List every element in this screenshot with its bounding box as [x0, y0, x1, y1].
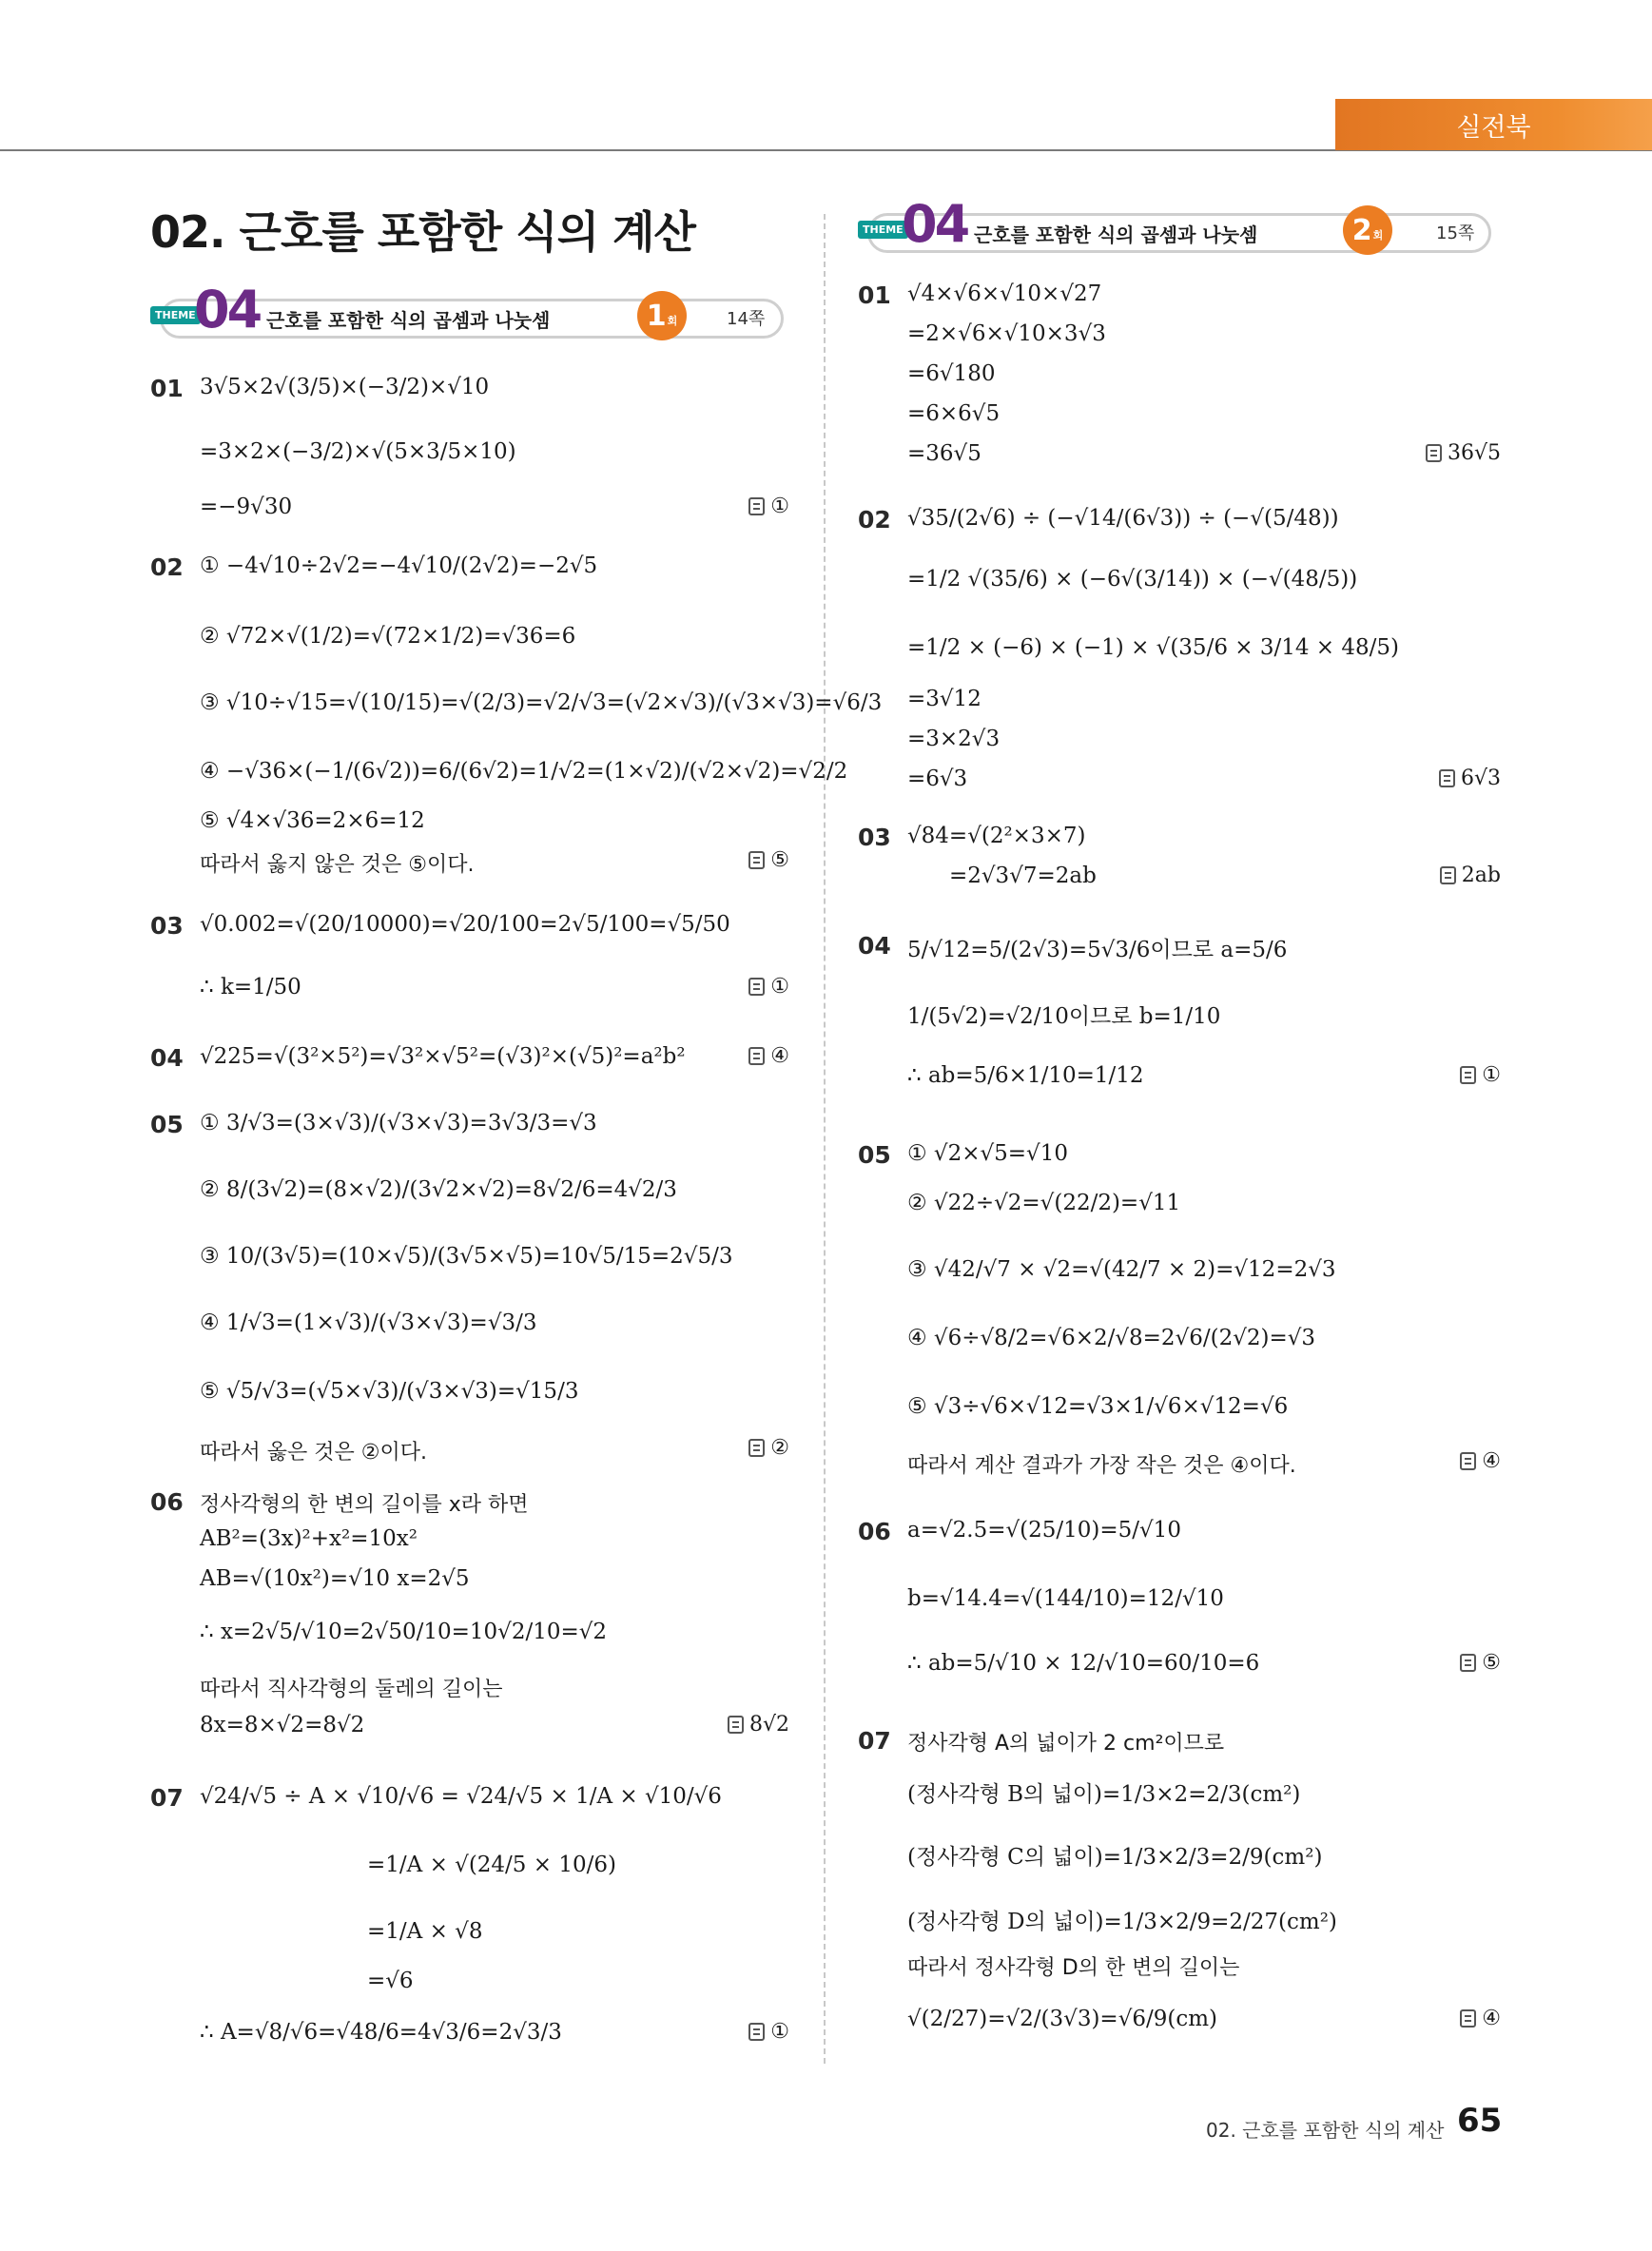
solution-line: √(2/27)=√2/(3√3)=√6/9(cm)	[907, 2007, 1218, 2031]
solution-line: =1/2 √(35/6) × (−6√(3/14)) × (−√(48/5))	[907, 567, 1358, 592]
answer	[748, 975, 789, 999]
answer	[1460, 1449, 1501, 1473]
problem-number: 04	[150, 1044, 184, 1072]
solution-line: √24/√5 ÷ A × √10/√6 = √24/√5 × 1/A × √10/√6	[200, 1784, 722, 1809]
answer-icon	[1460, 2009, 1476, 2028]
solution-line: ③ √42/√7 × √2=√(42/7 × 2)=√12=2√3	[907, 1257, 1336, 1282]
solution-line: =1/A × √8	[367, 1919, 483, 1944]
solution-line: 따라서 옳은 것은 ②이다.	[200, 1441, 427, 1465]
problem-02	[858, 506, 1501, 801]
problem-04	[858, 932, 1501, 1103]
solution-line: 정사각형 A의 넓이가 2 cm²이므로	[907, 1732, 1225, 1756]
solution-line: ⑤ √3÷√6×√12=√3×1/√6×√12=√6	[907, 1394, 1289, 1419]
answer-icon	[1460, 1452, 1476, 1470]
theme-header-right	[858, 194, 1491, 254]
answer-value: ⑤	[770, 848, 789, 872]
solution-line: 따라서 직사각형의 둘레의 길이는	[200, 1678, 503, 1701]
problem-06	[150, 1488, 789, 1745]
answer-value: ④	[1482, 1449, 1501, 1473]
theme-title: 근호를 포함한 식의 곱셈과 나눗셈	[266, 309, 551, 332]
solution-line: =6√3	[907, 767, 968, 791]
answer-value: 36√5	[1447, 441, 1501, 465]
answer-value: ①	[770, 975, 789, 999]
solution-line: a=√2.5=√(25/10)=5/√10	[907, 1518, 1181, 1543]
problem-number: 07	[858, 1727, 891, 1755]
solution-line: ③ √10÷√15=√(10/15)=√(2/3)=√2/√3=(√2×√3)/(√3×√3)=√6/3	[200, 690, 883, 715]
answer	[1460, 1651, 1501, 1675]
solution-line: 8x=8×√2=8√2	[200, 1713, 365, 1737]
problem-number: 02	[858, 506, 891, 534]
solution-line: =3×2×(−3/2)×√(5×3/5×10)	[200, 439, 516, 464]
answer-value: ⑤	[1482, 1651, 1501, 1675]
answer-value: ④	[1482, 2007, 1501, 2030]
problem-number: 03	[150, 912, 184, 940]
theme-header-left	[150, 280, 784, 340]
answer	[748, 1044, 789, 1068]
problem-number: 02	[150, 553, 184, 581]
solution-line: (정사각형 D의 넓이)=1/3×2/9=2/27(cm²)	[907, 1910, 1337, 1934]
solution-line: =2×√6×√10×3√3	[907, 321, 1106, 346]
solution-line: =6√180	[907, 361, 996, 386]
solution-line: √35/(2√6) ÷ (−√14/(6√3)) ÷ (−√(5/48))	[907, 506, 1339, 531]
answer	[1440, 864, 1501, 887]
answer-icon	[748, 1047, 765, 1065]
answer-icon	[748, 1439, 765, 1457]
chapter-title: 02. 근호를 포함한 식의 계산	[150, 206, 695, 258]
answer-icon	[748, 978, 765, 996]
answer	[748, 2020, 789, 2044]
theme-page: 14쪽	[727, 309, 766, 329]
solution-line: =1/2 × (−6) × (−1) × √(35/6 × 3/14 × 48/5)	[907, 635, 1400, 660]
round-suffix: 회	[1372, 229, 1384, 242]
round-badge	[637, 291, 687, 340]
problem-number: 05	[858, 1141, 891, 1169]
answer-icon	[728, 1716, 744, 1734]
solution-line: ⑤ √4×√36=2×6=12	[200, 808, 425, 833]
answer-icon	[1460, 1066, 1476, 1084]
solution-line: =−9√30	[200, 495, 293, 519]
problem-07	[858, 1727, 1501, 2041]
problem-number: 03	[858, 824, 891, 851]
solution-line: 따라서 계산 결과가 가장 작은 것은 ④이다.	[907, 1454, 1296, 1478]
solution-line: ① 3/√3=(3×√3)/(√3×√3)=3√3/3=√3	[200, 1111, 597, 1135]
theme-title: 근호를 포함한 식의 곱셈과 나눗셈	[974, 223, 1258, 246]
round-suffix: 회	[667, 315, 678, 327]
answer-value: 8√2	[748, 1713, 789, 1737]
solution-line: =3×2√3	[907, 727, 1001, 751]
theme-label: THEME	[858, 221, 908, 239]
problem-03	[858, 824, 1501, 900]
solution-line: √0.002=√(20/10000)=√20/100=2√5/100=√5/50	[200, 912, 730, 937]
answer	[748, 495, 789, 518]
problem-number: 01	[858, 281, 891, 309]
answer-icon	[1426, 444, 1442, 462]
answer-value: ④	[770, 1044, 789, 1068]
answer	[1439, 767, 1501, 790]
solution-line: AB=√(10x²)=√10 x=2√5	[200, 1566, 470, 1591]
round-badge	[1343, 205, 1392, 255]
solution-line: 따라서 옳지 않은 것은 ⑤이다.	[200, 853, 475, 877]
theme-label: THEME	[150, 306, 201, 324]
solution-line: ∴ ab=5/6×1/10=1/12	[907, 1063, 1144, 1088]
problem-number: 01	[150, 375, 184, 402]
theme-number: 04	[194, 280, 261, 340]
answer-value: ①	[1482, 1063, 1501, 1087]
problem-number: 06	[150, 1488, 184, 1516]
solution-line: ② √22÷√2=√(22/2)=√11	[907, 1191, 1181, 1215]
solution-line: ∴ A=√8/√6=√48/6=4√3/6=2√3/3	[200, 2020, 562, 2045]
answer-value: 2ab	[1461, 864, 1501, 887]
solution-line: √4×√6×√10×√27	[907, 281, 1102, 306]
solution-line: ① √2×√5=√10	[907, 1141, 1068, 1166]
solution-line: =6×6√5	[907, 401, 1001, 426]
solution-line: AB²=(3x)²+x²=10x²	[200, 1526, 418, 1551]
solution-line: √84=√(2²×3×7)	[907, 824, 1086, 848]
problem-06	[858, 1518, 1501, 1689]
problem-07	[150, 1775, 789, 2060]
solution-line: =1/A × √(24/5 × 10/6)	[367, 1853, 616, 1877]
problem-03	[150, 908, 789, 1022]
answer	[1426, 441, 1501, 465]
round-number: 1	[646, 299, 667, 333]
column-divider	[824, 214, 826, 2064]
solution-line: =√6	[367, 1969, 414, 1993]
solution-line: (정사각형 B의 넓이)=1/3×2=2/3(cm²)	[907, 1782, 1301, 1807]
solution-line: ④ 1/√3=(1×√3)/(√3×√3)=√3/3	[200, 1310, 537, 1335]
solution-line: b=√14.4=√(144/10)=12/√10	[907, 1586, 1224, 1611]
solution-line: ④ −√36×(−1/(6√2))=6/(6√2)=1/√2=(1×√2)/(√2×√2)=√2/2	[200, 759, 848, 784]
solution-line: =36√5	[907, 441, 981, 466]
answer-value: ②	[770, 1436, 789, 1460]
problem-number: 04	[858, 932, 891, 960]
solution-line: 정사각형의 한 변의 길이를 x라 하면	[200, 1493, 529, 1517]
answer	[1460, 2007, 1501, 2030]
solution-line: ④ √6÷√8/2=√6×2/√8=2√6/(2√2)=√3	[907, 1326, 1316, 1350]
solution-line: 따라서 정사각형 D의 한 변의 길이는	[907, 1956, 1240, 1980]
solution-line: ∴ k=1/50	[200, 975, 301, 999]
answer	[748, 1436, 789, 1460]
page-number: 65	[1457, 2102, 1503, 2140]
answer-icon	[1439, 769, 1455, 787]
answer-icon	[748, 497, 765, 515]
solution-line: 3√5×2√(3/5)×(−3/2)×√10	[200, 375, 490, 399]
problem-05	[858, 1141, 1501, 1484]
solution-line: 1/(5√2)=√2/10이므로 b=1/10	[907, 1004, 1221, 1029]
answer	[728, 1713, 789, 1737]
solution-line: ② 8/(3√2)=(8×√2)/(3√2×√2)=8√2/6=4√2/3	[200, 1177, 677, 1202]
problem-04	[150, 1044, 789, 1082]
answer-value: 6√3	[1460, 767, 1501, 790]
answer-icon	[748, 851, 765, 869]
problem-number: 05	[150, 1111, 184, 1138]
answer-icon	[1440, 866, 1456, 884]
answer-value: ①	[770, 495, 789, 518]
round-number: 2	[1351, 213, 1372, 247]
answer-icon	[748, 2023, 765, 2041]
solution-line: ③ 10/(3√5)=(10×√5)/(3√5×√5)=10√5/15=2√5/3	[200, 1244, 733, 1269]
answer	[1460, 1063, 1501, 1087]
answer	[748, 848, 789, 872]
solution-line: =2√3√7=2ab	[949, 864, 1097, 888]
solution-line: =3√12	[907, 687, 981, 711]
problem-05	[150, 1105, 789, 1476]
solution-line: 5/√12=5/(2√3)=5√3/6이므로 a=5/6	[907, 938, 1288, 962]
problem-01	[858, 281, 1501, 472]
solution-line: ⑤ √5/√3=(√5×√3)/(√3×√3)=√15/3	[200, 1379, 579, 1404]
book-tab	[1335, 99, 1652, 150]
solution-line: ∴ ab=5/√10 × 12/√10=60/10=6	[907, 1651, 1260, 1676]
problem-number: 07	[150, 1784, 184, 1812]
solution-line: ② √72×√(1/2)=√(72×1/2)=√36=6	[200, 624, 576, 649]
theme-number: 04	[902, 194, 968, 254]
book-tab-label: 실전북	[1456, 112, 1531, 143]
footer-chapter: 02. 근호를 포함한 식의 계산	[1206, 2119, 1445, 2142]
solution-line: ∴ x=2√5/√10=2√50/10=10√2/10=√2	[200, 1620, 608, 1644]
problem-01	[150, 373, 789, 525]
answer-icon	[1460, 1654, 1476, 1672]
problem-number: 06	[858, 1518, 891, 1545]
answer-value: ①	[770, 2020, 789, 2044]
theme-page: 15쪽	[1436, 223, 1475, 243]
solution-line: √225=√(3²×5²)=√3²×√5²=(√3)²×(√5)²=a²b²	[200, 1044, 686, 1069]
solution-line: (정사각형 C의 넓이)=1/3×2/3=2/9(cm²)	[907, 1845, 1323, 1870]
solution-line: ① −4√10÷2√2=−4√10/(2√2)=−2√5	[200, 553, 598, 578]
